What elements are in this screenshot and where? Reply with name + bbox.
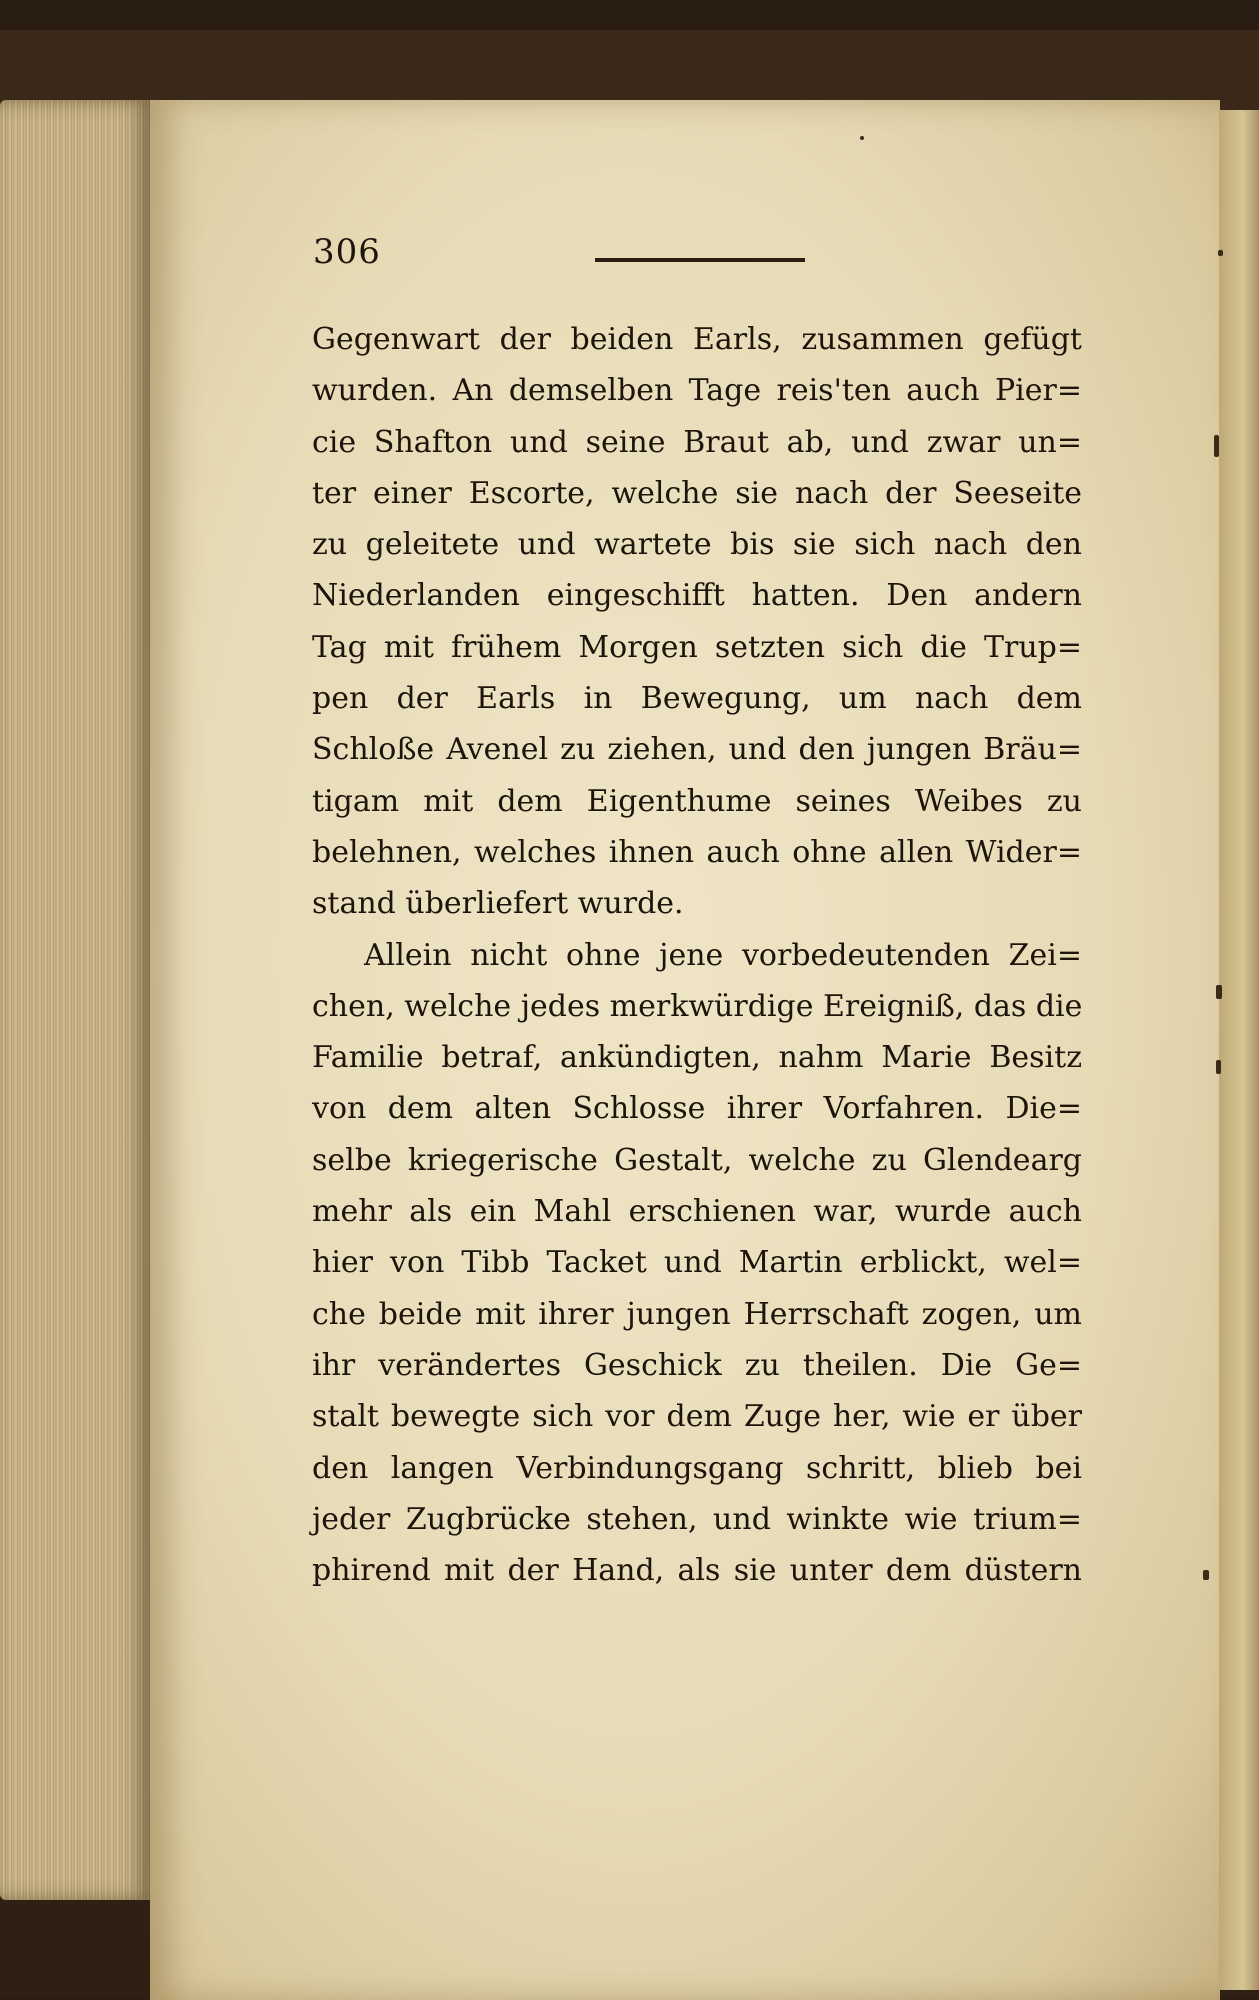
text-line: wurden. An demselben Tage reis'ten auch Pier= [312, 373, 1082, 409]
body-text [312, 314, 1082, 1596]
text-line: Tag mit frühem Morgen setzten sich die Trup= [312, 629, 1082, 665]
text-line: cie Shafton und seine Braut ab, und zwar un= [312, 424, 1082, 460]
page-header [313, 232, 1083, 272]
text-line: Familie betraf, ankündigten, nahm Marie Besitz [312, 1040, 1082, 1076]
right-page-edge [1219, 110, 1259, 1990]
text-line: stalt bewegte sich vor dem Zuge her, wie er über [312, 1399, 1082, 1435]
text-line: Gegenwart der beiden Earls, zusammen gefügt [312, 322, 1082, 357]
text-line: zu geleitete und wartete bis sie sich nach den [312, 527, 1082, 563]
text-line: stand überliefert wurde. [312, 886, 684, 922]
text-line: mehr als ein Mahl erschienen war, wurde auch [312, 1194, 1082, 1230]
text-line: ihr verändertes Geschick zu theilen. Die Ge= [312, 1347, 1082, 1383]
text-line: selbe kriegerische Gestalt, welche zu Glendearg [312, 1142, 1082, 1178]
ink-speck [1203, 1570, 1209, 1580]
header-rule [595, 258, 805, 262]
text-line: pen der Earls in Bewegung, um nach dem [312, 681, 1082, 717]
text-line: Niederlanden eingeschifft hatten. Den andern [312, 578, 1082, 614]
ink-speck [1216, 985, 1222, 999]
text-line: phirend mit der Hand, als sie unter dem düstern [312, 1553, 1082, 1589]
text-line: jeder Zugbrücke stehen, und winkte wie trium= [312, 1501, 1082, 1537]
text-line: hier von Tibb Tacket und Martin erblickt, wel= [312, 1245, 1082, 1281]
text-line: tigam mit dem Eigenthume seines Weibes zu [312, 783, 1082, 819]
ink-speck [860, 136, 864, 140]
paragraph-start-line: Allein nicht ohne jene vorbedeutenden Zei= [364, 937, 1082, 973]
text-line: chen, welche jedes merkwürdige Ereigniß, das die [312, 988, 1083, 1024]
text-line: Schloße Avenel zu ziehen, und den jungen Bräu= [312, 732, 1082, 768]
text-line: belehnen, welches ihnen auch ohne allen Wider= [312, 834, 1082, 870]
text-line: von dem alten Schlosse ihrer Vorfahren. Die= [312, 1091, 1082, 1127]
page-number: 306 [313, 232, 381, 272]
ink-speck [1216, 1060, 1221, 1074]
text-line: den langen Verbindungsgang schritt, blieb bei [312, 1450, 1082, 1486]
ink-speck [1218, 250, 1223, 256]
ink-speck [1214, 435, 1219, 457]
text-line: ter einer Escorte, welche sie nach der Seeseite [312, 475, 1082, 511]
text-line: che beide mit ihrer jungen Herrschaft zogen, um [312, 1296, 1082, 1332]
left-page-edges [0, 100, 150, 1900]
